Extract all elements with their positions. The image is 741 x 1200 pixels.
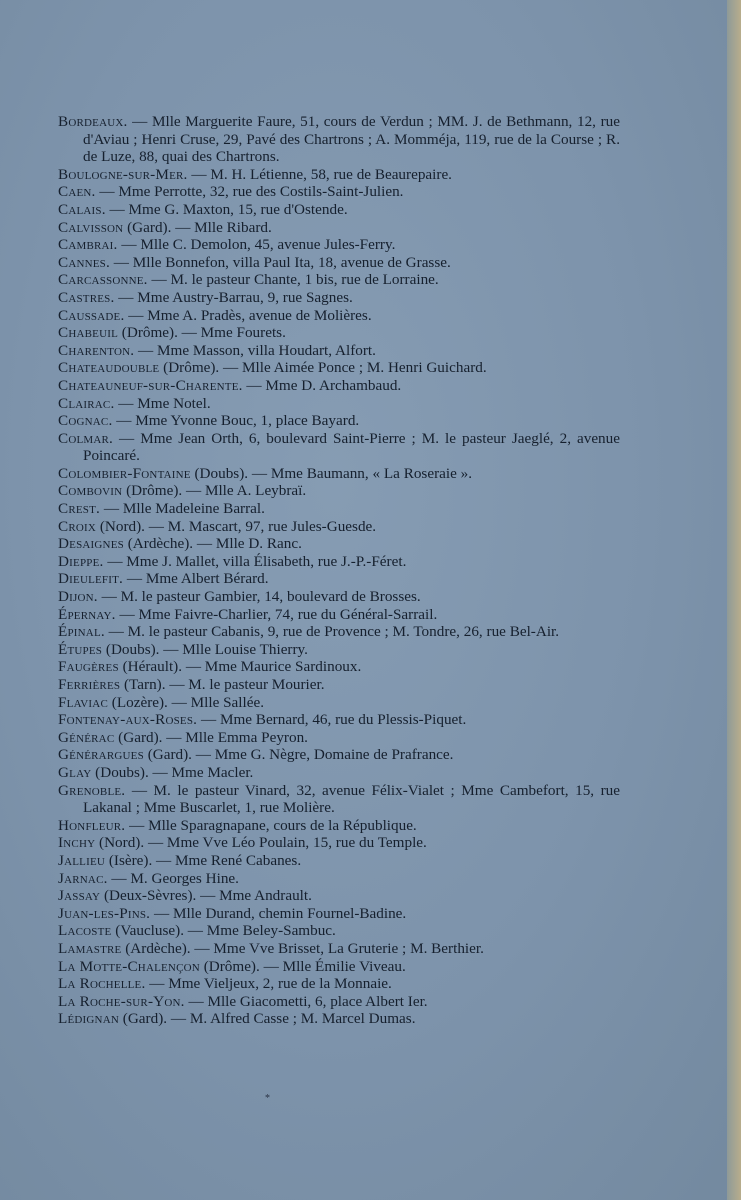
list-item: [58, 553, 620, 571]
entry-details: — Mlle Marguerite Faure, 51, cours de Verdun ; MM. J. de Bethmann, 12, rue d'Aviau ; Henri Cruse, 29, Pavé des Chartrons ; A. Momméja, 119, rue de la Course ; R. de Luze, 88, quai des Chartrons.: [83, 113, 620, 166]
place-name: Générac: [58, 728, 115, 746]
entry-details: — Mme Faivre-Charlier, 74, rue du Général-Sarrail.: [115, 605, 438, 623]
list-item: [58, 975, 620, 993]
place-name: Lacoste: [58, 922, 112, 940]
list-item: [58, 782, 620, 817]
entry-details: — Mme Albert Bérard.: [123, 570, 269, 588]
place-name: Combovin: [58, 482, 123, 500]
place-name: Chabeuil: [58, 324, 118, 342]
place-name: Dieppe.: [58, 552, 104, 570]
list-item: [58, 183, 620, 201]
place-name: Ferrières: [58, 676, 121, 693]
entry-details: (Gard). — M. Alfred Casse ; M. Marcel Dumas.: [118, 1010, 416, 1028]
list-item: [58, 676, 620, 694]
entry-details: — Mme D. Archambaud.: [242, 376, 402, 394]
entry-details: — Mme Masson, villa Houdart, Alfort.: [134, 341, 376, 359]
list-item: [58, 254, 620, 272]
place-name: Jassay: [58, 887, 101, 905]
list-item: [58, 412, 620, 430]
entry-details: (Doubs). — Mlle Louise Thierry.: [102, 640, 308, 658]
entry-details: (Gard). — Mme G. Nègre, Domaine de Prafrance.: [143, 746, 454, 764]
list-item: [58, 359, 620, 377]
entry-details: (Drôme). — Mlle Émilie Viveau.: [199, 957, 406, 975]
place-name: Crest.: [58, 500, 101, 518]
list-item: [58, 834, 620, 852]
list-item: [58, 887, 620, 905]
list-item: [58, 324, 620, 342]
list-item: [58, 606, 620, 624]
place-name: Honfleur.: [58, 816, 126, 834]
place-name: Caen.: [58, 183, 96, 201]
entry-details: — M. H. Létienne, 58, rue de Beaurepaire.: [187, 165, 452, 183]
entry-details: (Hérault). — Mme Maurice Sardinoux.: [118, 658, 362, 676]
place-name: Lédignan: [58, 1010, 119, 1028]
entry-details: — Mme Vieljeux, 2, rue de la Monnaie.: [145, 975, 392, 993]
entry-details: — Mme Perrotte, 32, rue des Costils-Saint-Julien.: [95, 183, 404, 201]
place-name: Chateauneuf-sur-Charente.: [58, 376, 243, 394]
entry-details: — Mme Bernard, 46, rue du Plessis-Piquet.: [197, 711, 467, 729]
list-item: [58, 922, 620, 940]
place-name: Faugères: [58, 658, 119, 676]
place-name: Épernay.: [58, 605, 116, 623]
list-item: [58, 342, 620, 360]
entry-details: (Drôme). — Mlle Aimée Ponce ; M. Henri Guichard.: [159, 359, 487, 377]
place-name: Calais.: [58, 200, 106, 218]
entry-details: — Mme G. Maxton, 15, rue d'Ostende.: [105, 200, 348, 218]
place-name: Boulogne-sur-Mer.: [58, 165, 188, 183]
place-name: La Rochelle.: [58, 975, 146, 993]
place-name: Inchy: [58, 834, 96, 852]
entry-details: — M. Georges Hine.: [107, 869, 239, 887]
place-name: Générargues: [58, 746, 144, 764]
entry-details: (Lozère). — Mlle Sallée.: [107, 693, 265, 711]
entry-details: — M. le pasteur Chante, 1 bis, rue de Lorraine.: [147, 271, 439, 289]
list-item: [58, 711, 620, 729]
place-name: La Roche-sur-Yon.: [58, 992, 185, 1010]
list-item: [58, 641, 620, 659]
place-name: Bordeaux.: [58, 113, 128, 130]
entry-details: (Deux-Sèvres). — Mme Andrault.: [100, 887, 312, 905]
list-item: [58, 271, 620, 289]
page-mark: *: [265, 1093, 270, 1104]
list-item: [58, 377, 620, 395]
entry-details: (Doubs). — Mme Baumann, « La Roseraie ».: [190, 464, 473, 482]
entry-details: — Mlle C. Demolon, 45, avenue Jules-Ferry.: [117, 236, 396, 254]
list-item: [58, 535, 620, 553]
entry-details: — M. le pasteur Cabanis, 9, rue de Provence ; M. Tondre, 26, rue Bel-Air.: [104, 623, 560, 641]
list-item: [58, 940, 620, 958]
entry-details: (Ardèche). — Mme Vve Brisset, La Gruterie ; M. Berthier.: [121, 939, 484, 957]
list-item: [58, 729, 620, 747]
place-name: Caussade.: [58, 306, 125, 324]
place-name: La Motte-Chalençon: [58, 957, 200, 975]
place-name: Cambrai.: [58, 236, 118, 254]
place-name: Cannes.: [58, 253, 110, 271]
entry-details: — M. le pasteur Vinard, 32, avenue Félix-Vialet ; Mme Cambefort, 15, rue Lakanal ; Mme Buscarlet, 1, rue Molière.: [83, 781, 620, 817]
list-item: [58, 993, 620, 1011]
place-name: Épinal.: [58, 623, 105, 641]
place-name: Chateaudouble: [58, 359, 160, 377]
entry-details: — Mlle Bonnefon, villa Paul Ita, 18, avenue de Grasse.: [110, 253, 451, 271]
list-item: [58, 870, 620, 888]
list-item: [58, 694, 620, 712]
list-item: [58, 307, 620, 325]
entry-details: (Vaucluse). — Mme Beley-Sambuc.: [111, 922, 336, 940]
entry-details: — M. le pasteur Gambier, 14, boulevard de Brosses.: [97, 588, 421, 606]
list-item: [58, 219, 620, 237]
entry-details: — Mme A. Pradès, avenue de Molières.: [124, 306, 372, 324]
entry-details: (Gard). — Mlle Emma Peyron.: [114, 728, 308, 746]
list-item: [58, 201, 620, 219]
place-name: Desaignes: [58, 535, 124, 553]
list-item: [58, 236, 620, 254]
list-item: [58, 113, 620, 166]
page-edge: [727, 0, 741, 1200]
list-item: [58, 817, 620, 835]
list-item: [58, 658, 620, 676]
address-list: [58, 113, 620, 1028]
place-name: Glay: [58, 763, 92, 781]
list-item: [58, 465, 620, 483]
list-item: [58, 482, 620, 500]
place-name: Carcassonne.: [58, 271, 148, 289]
list-item: [58, 500, 620, 518]
list-item: [58, 588, 620, 606]
place-name: Dieulefit.: [58, 570, 124, 588]
entry-details: (Tarn). — M. le pasteur Mourier.: [120, 676, 325, 693]
place-name: Clairac.: [58, 394, 115, 412]
place-name: Lamastre: [58, 939, 122, 957]
place-name: Étupes: [58, 640, 103, 658]
entry-details: (Doubs). — Mme Macler.: [91, 763, 254, 781]
list-item: [58, 746, 620, 764]
place-name: Dijon.: [58, 588, 98, 606]
list-item: [58, 518, 620, 536]
entry-details: (Nord). — M. Mascart, 97, rue Jules-Guesde.: [96, 517, 377, 535]
entry-details: (Drôme). — Mme Fourets.: [118, 324, 286, 342]
place-name: Juan-les-Pins.: [58, 904, 151, 922]
place-name: Colombier-Fontaine: [58, 464, 191, 482]
entry-details: — Mlle Giacometti, 6, place Albert Ier.: [184, 992, 428, 1010]
place-name: Jarnac.: [58, 869, 108, 887]
place-name: Grenoble.: [58, 781, 126, 799]
list-item: [58, 430, 620, 465]
list-item: [58, 852, 620, 870]
entry-details: (Drôme). — Mlle A. Leybraï.: [122, 482, 307, 500]
entry-details: — Mme Austry-Barrau, 9, rue Sagnes.: [114, 288, 353, 306]
place-name: Cognac.: [58, 412, 113, 430]
entry-details: — Mlle Durand, chemin Fournel-Badine.: [150, 904, 407, 922]
list-item: [58, 395, 620, 413]
list-item: [58, 905, 620, 923]
entry-details: (Ardèche). — Mlle D. Ranc.: [123, 535, 302, 553]
list-item: [58, 623, 620, 641]
place-name: Calvisson: [58, 218, 124, 236]
place-name: Croix: [58, 517, 97, 535]
entry-details: — Mlle Madeleine Barral.: [100, 500, 265, 518]
place-name: Castres.: [58, 288, 115, 306]
list-item: [58, 570, 620, 588]
entry-details: (Nord). — Mme Vve Léo Poulain, 15, rue du Temple.: [95, 834, 427, 852]
place-name: Flaviac: [58, 693, 108, 711]
place-name: Fontenay-aux-Roses.: [58, 711, 198, 729]
place-name: Colmar.: [58, 429, 114, 447]
list-item: [58, 1010, 620, 1028]
place-name: Charenton.: [58, 341, 135, 359]
entry-details: — Mme J. Mallet, villa Élisabeth, rue J.-P.-Féret.: [103, 552, 407, 570]
entry-details: — Mme Notel.: [114, 394, 211, 412]
list-item: [58, 764, 620, 782]
list-item: [58, 958, 620, 976]
entry-details: (Gard). — Mlle Ribard.: [123, 218, 272, 236]
entry-details: — Mlle Sparagnapane, cours de la République.: [125, 816, 417, 834]
list-item: [58, 166, 620, 184]
list-item: [58, 289, 620, 307]
entry-details: (Isère). — Mme René Cabanes.: [105, 851, 302, 869]
entry-details: — Mme Yvonne Bouc, 1, place Bayard.: [112, 412, 360, 430]
entry-details: — Mme Jean Orth, 6, boulevard Saint-Pierre ; M. le pasteur Jaeglé, 2, avenue Poincaré.: [83, 429, 620, 465]
place-name: Jallieu: [58, 851, 106, 869]
